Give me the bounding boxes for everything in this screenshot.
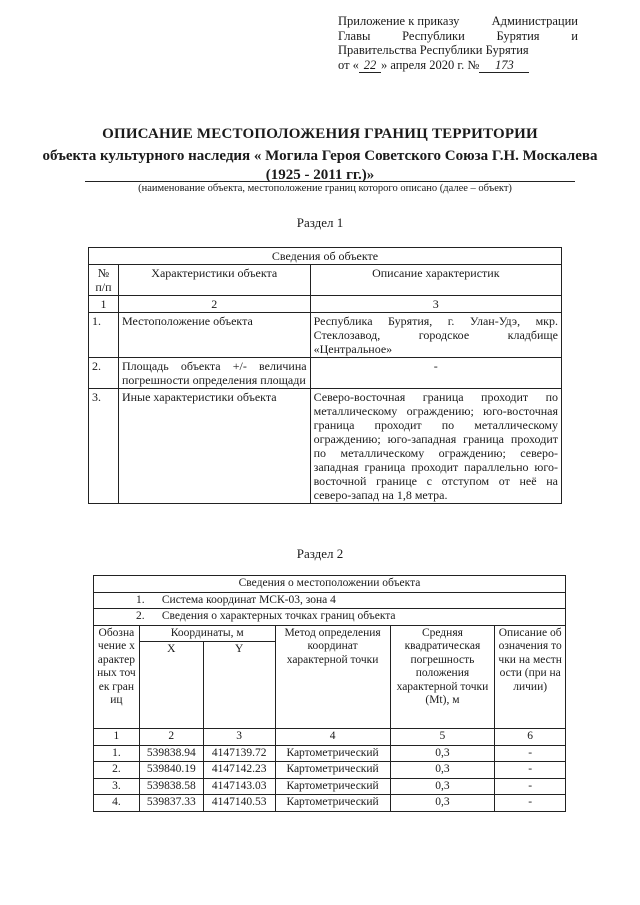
appendix-line-2b: Республики [402,28,465,43]
table-header: Сведения об объекте [89,248,562,265]
title-underline [85,181,575,182]
table-row [89,313,562,358]
column-header-row [89,265,562,296]
point-y: 4147139.72 [203,745,275,762]
table-header: Сведения о местоположении объекта [94,576,566,593]
point-id: 4. [94,795,140,812]
appendix-line-1a: Приложение к приказу [338,14,460,28]
point-id: 1. [94,745,140,762]
point-x: 539840.19 [139,762,203,779]
point-method: Картометрический [275,745,390,762]
appendix-line-2a: Главы [338,28,371,43]
points-subheader-label: Сведения о характерных точках границ объекта [161,610,396,622]
coordinate-system-number: 1. [136,593,145,606]
col-method-header: Метод определения координат характерной точки [275,625,390,729]
section-1-label: Раздел 1 [296,215,344,230]
appendix-line-2d: и [571,28,578,43]
point-description: - [495,762,566,779]
date-prefix: от « [338,57,359,72]
point-error: 0,3 [390,795,495,812]
index-cell: 3 [203,729,275,746]
index-row [89,296,562,313]
table-row [89,358,562,389]
row-description: Северо-восточная граница проходит по металлическому ограждению; юго-восточная граница проходит по металлическому ограждению; юго-западная граница проходит по металлическому ограждению; северо-западная граница проходит параллельно юго-восточной границе с отступом от неё на северо-запад на 1,8 метра. [310,389,561,504]
table-row [94,795,566,812]
row-characteristic: Иные характеристики объекта [118,389,310,504]
point-description: - [495,745,566,762]
table-row [94,745,566,762]
point-y: 4147140.53 [203,795,275,812]
appendix-line-1b: Администрации [491,14,578,28]
boundary-points-table [93,575,566,812]
index-cell: 1 [89,296,119,313]
row-description: Республика Бурятия, г. Улан-Удэ, мкр. Стеклозавод, городское кладбище «Центральное» [310,313,561,358]
point-y: 4147142.23 [203,762,275,779]
index-cell: 3 [310,296,561,313]
index-cell: 2 [118,296,310,313]
date-day: 22 [359,58,381,74]
row-number: 3. [89,389,119,504]
object-caption: (наименование объекта, местоположение границ которого описано (далее – объект) [138,183,512,194]
page-subtitle: объекта культурного наследия « Могила Героя Советского Союза Г.Н. Москалева (1925 - 2011 гг.)» [42,148,598,183]
point-method: Картометрический [275,778,390,795]
appendix-line-2c: Бурятия [496,28,540,43]
index-cell: 1 [94,729,140,746]
point-id: 3. [94,778,140,795]
appendix-block [338,14,578,73]
table-header-row [94,576,566,593]
points-subheader [94,609,566,626]
coordinate-system-row [94,592,566,609]
table-row [94,778,566,795]
col-number-header: № п/п [89,265,119,296]
index-cell: 6 [495,729,566,746]
index-cell: 2 [139,729,203,746]
col-x-header: X [139,642,203,729]
point-description: - [495,795,566,812]
date-mid: » апреля 2020 г. № [380,57,480,72]
point-method: Картометрический [275,762,390,779]
point-error: 0,3 [390,745,495,762]
col-point-header: Обозначение характерных точек границ [94,625,140,729]
row-description: - [310,358,561,389]
points-subheader-number: 2. [136,610,145,622]
object-info-table [88,247,562,504]
order-number: 173 [479,58,529,74]
appendix-line-1 [338,14,578,29]
point-method: Картометрический [275,795,390,812]
coordinate-system [94,592,566,609]
col-y-header: Y [203,642,275,729]
col-description-header: Описание характеристик [310,265,561,296]
row-characteristic: Местоположение объекта [118,313,310,358]
row-number: 2. [89,358,119,389]
point-description: - [495,778,566,795]
index-cell: 4 [275,729,390,746]
points-subheader-row [94,609,566,626]
page-title: ОПИСАНИЕ МЕСТОПОЛОЖЕНИЯ ГРАНИЦ ТЕРРИТОРИИ [102,126,538,142]
appendix-line-2 [338,29,578,44]
col-description-header: Описание обозначения точки на местности (при наличии) [495,625,566,729]
appendix-line-4 [338,58,578,74]
section-2-label: Раздел 2 [296,546,344,561]
col-characteristic-header: Характеристики объекта [118,265,310,296]
row-number: 1. [89,313,119,358]
row-characteristic: Площадь объекта +/- величина погрешности определения площади [118,358,310,389]
point-y: 4147143.03 [203,778,275,795]
appendix-line-3: Правительства Республики Бурятия [338,43,529,58]
point-error: 0,3 [390,762,495,779]
table-header-row [89,248,562,265]
index-cell: 5 [390,729,495,746]
point-x: 539838.58 [139,778,203,795]
point-x: 539838.94 [139,745,203,762]
col-coordinates-header: Координаты, м [139,625,275,642]
point-id: 2. [94,762,140,779]
point-error: 0,3 [390,778,495,795]
col-error-header: Средняя квадратическая погрешность положения характерной точки (Mt), м [390,625,495,729]
table-row [94,762,566,779]
table-row [89,389,562,504]
column-header-row [94,625,566,642]
point-x: 539837.33 [139,795,203,812]
coordinate-system-label: Система координат МСК-03, зона 4 [161,593,336,606]
index-row [94,729,566,746]
